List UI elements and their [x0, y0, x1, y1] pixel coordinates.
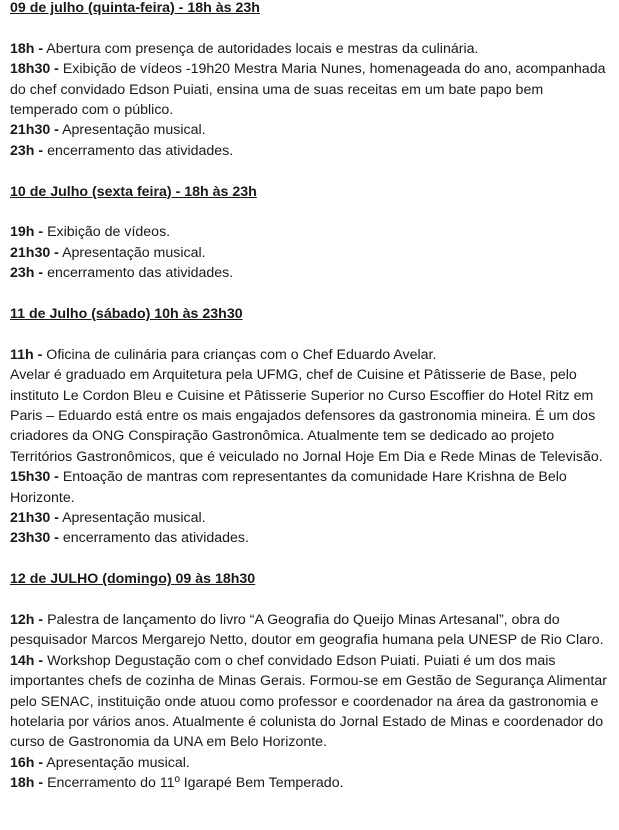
entry-time: 12h - [10, 612, 44, 629]
entry-text: Avelar é graduado em Arquitetura pela UFMG, chef de Cuisine et Pâtisserie de Base, pelo instituto Le Cordon Bleu e Cuisine et Pâtisserie Superior no Curso Escoffier do Hotel Ritz em Paris – Eduardo está entre os mais engajados defensores da gastronomia mineira. É um dos criadores da ONG Conspiração Gastronômica. Atualmente tem se dedicado ao projeto Territórios Gastronômicos, que é veiculado no Jornal Hoje Em Dia e Rede Minas de Televisão. [10, 367, 603, 465]
spacer [10, 284, 613, 304]
entry-time: 23h30 - [10, 530, 59, 547]
entry-time: 18h - [10, 40, 44, 57]
entry-text: Entoação de mantras com representantes da comunidade Hare Krishna de Belo Horizonte. [10, 469, 567, 506]
entry-time: 11h - [10, 346, 43, 363]
entry-text: Apresentação musical. [58, 122, 206, 139]
schedule-entry [10, 508, 613, 528]
entry-time: 21h30 - [10, 510, 59, 527]
schedule-entry [10, 120, 613, 140]
schedule-entry [10, 222, 613, 242]
entry-text: Exibição de vídeos -19h20 Mestra Maria Nunes, homenageada do ano, acompanhada do chef convidado Edson Puiati, ensina uma de suas receitas em um bate papo bem temperado com o público. [10, 61, 606, 118]
schedule-entry [10, 528, 613, 548]
entry-time: 16h - [10, 754, 44, 771]
entry-text: encerramento das atividades. [58, 530, 249, 547]
entry-time: 18h - [10, 775, 44, 792]
entry-time: 23h - [10, 265, 44, 282]
day-section-july-09 [10, 0, 613, 161]
entry-time: 21h30 - [10, 244, 59, 261]
day-section-july-12 [10, 569, 613, 793]
day-section-july-11 [10, 304, 613, 549]
entry-text: Apresentação musical. [43, 754, 190, 771]
schedule-entry [10, 59, 613, 120]
entry-time: 21h30 - [10, 122, 59, 139]
entry-text: encerramento das atividades. [43, 265, 234, 282]
day-heading: 09 de julho (quinta-feira) - 18h às 23h [10, 0, 260, 16]
entry-text: Palestra de lançamento do livro “A Geografia do Queijo Minas Artesanal”, obra do pesquisador Marcos Mergarejo Netto, doutor em geografia humana pela UNESP de Rio Claro. [10, 612, 604, 649]
day-heading: 11 de Julho (sábado) 10h às 23h30 [10, 306, 243, 322]
schedule-entry [10, 773, 613, 793]
entry-text: Apresentação musical. [58, 510, 206, 527]
spacer [10, 549, 613, 569]
schedule-entry [10, 651, 613, 753]
schedule-entry [10, 141, 613, 161]
spacer [10, 18, 613, 38]
entry-text: Exibição de vídeos. [43, 224, 171, 241]
day-heading: 12 de JULHO (domingo) 09 às 18h30 [10, 571, 256, 588]
spacer [10, 590, 613, 610]
entry-text: encerramento das atividades. [43, 142, 234, 159]
chef-bio-paragraph [10, 365, 613, 467]
schedule-entry [10, 610, 613, 651]
entry-time: 14h - [10, 652, 44, 669]
entry-time: 19h - [10, 224, 44, 241]
entry-time: 18h30 - [10, 61, 59, 78]
day-heading: 10 de Julho (sexta feira) - 18h às 23h [10, 183, 257, 200]
entry-text: Apresentação musical. [58, 244, 206, 261]
spacer [10, 161, 613, 181]
entry-text: Workshop Degustação com o chef convidado Edson Puiati. Puiati é um dos mais importantes chefs de cozinha de Minas Gerais. Formou-se em Gestão de Segurança Alimentar pelo SENAC, instituição onde atuou como professor e coordenador na área da gastronomia e hotelaria por vários anos. Atualmente é colunista do Jornal Estado de Minas e coordenador do curso de Gastronomia da UNA em Belo Horizonte. [10, 652, 607, 751]
day-section-july-10 [10, 182, 613, 284]
schedule-entry [10, 467, 613, 508]
schedule-entry [10, 345, 613, 365]
schedule-entry [10, 39, 613, 59]
spacer [10, 202, 613, 222]
entry-text: Abertura com presença de autoridades locais e mestras da culinária. [43, 40, 479, 57]
entry-time: 15h30 - [10, 469, 59, 486]
schedule-entry [10, 753, 613, 773]
entry-text: Encerramento do 11º Igarapé Bem Temperado. [43, 775, 344, 792]
entry-time: 23h - [10, 142, 44, 159]
schedule-entry [10, 263, 613, 283]
entry-text: Oficina de culinária para crianças com o Chef Eduardo Avelar. [42, 346, 437, 363]
spacer [10, 324, 613, 344]
schedule-entry [10, 243, 613, 263]
